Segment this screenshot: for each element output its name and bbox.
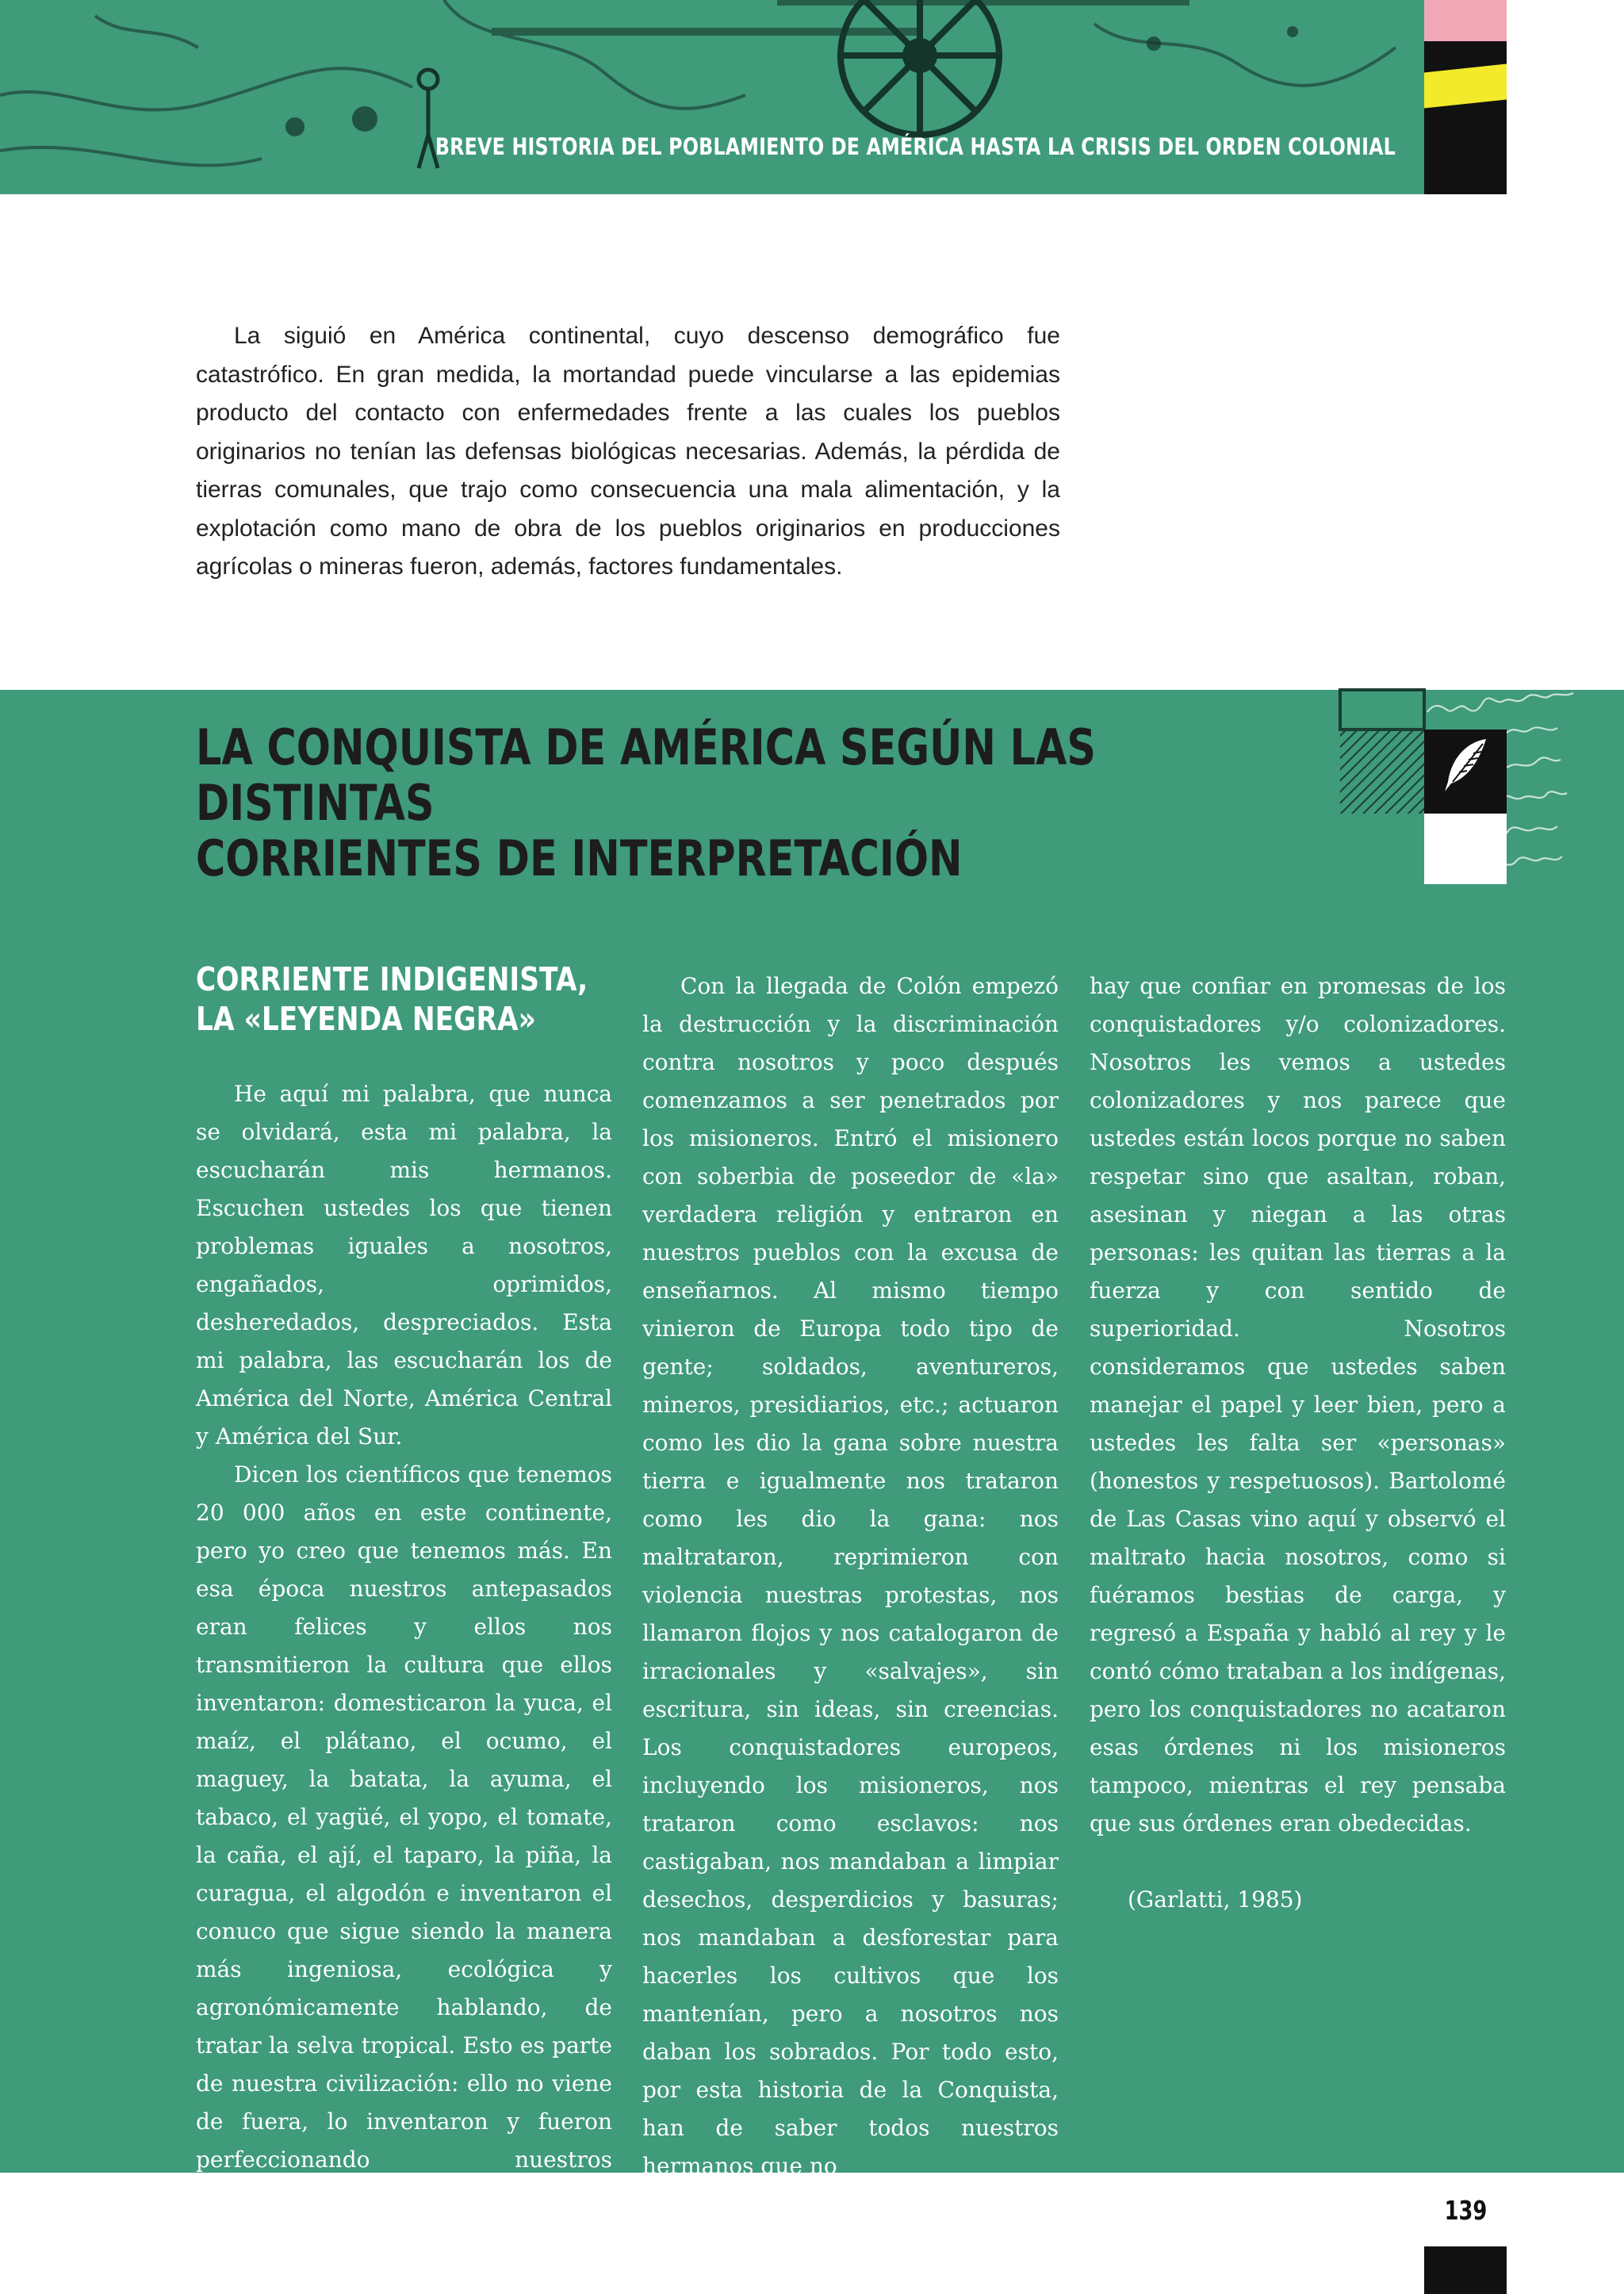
text-column-2 xyxy=(642,967,1059,2185)
section-title-line-1: LA CONQUISTA DE AMÉRICA SEGÚN LAS DISTINTAS xyxy=(196,718,1097,832)
section-title-line-2: CORRIENTES DE INTERPRETACIÓN xyxy=(196,829,963,887)
subtitle-line-1: CORRIENTE INDIGENISTA, xyxy=(196,960,588,998)
page-number-container xyxy=(1424,2195,1507,2226)
footer-tab xyxy=(1424,2246,1507,2294)
running-header-title: BREVE HISTORIA DEL POBLAMIENTO DE AMÉRICA HASTA LA CRISIS DEL ORDEN COLONIAL xyxy=(435,133,1396,160)
quote-paragraph-2: Dicen los científicos que tenemos 20 000 años en este continente, pero yo creo que tenemos más. En esa época nuestros antepasados eran felices y ellos nos transmitieron la cultura que ellos inventaron: domesticaron la yuca, el maíz, el plátano, el ocumo, el maguey, la batata, la ayuma, el tabaco, el yagüé, el yopo, el tomate, la caña, el ají, el taparo, la piña, la curagua, el algodón e inventaron el conuco que sigue siendo la manera más ingeniosa, ecológica y agronómicamente hablando, de tratar la selva tropical. Esto es parte de nuestra civilización: ello no viene de fuera, lo inventaron y fueron perfeccionando nuestros antepasados. xyxy=(196,1461,612,2211)
quote-paragraph-3: Con la llegada de Colón empezó la destrucción y la discriminación contra nosotros y poco después comenzamos a ser penetrados por los misioneros. Entró el misionero con soberbia de poseedor de «la» verdadera religión y entraron en nuestros pueblos con la excusa de enseñarnos. Al mismo tiempo vinieron de Europa todo tipo de gente; soldados, aventureros, mineros, presidiarios, etc.; actuaron como les dio la gana sobre nuestra tierra e igualmente nos trataron como les dio la gana: nos maltrataron, reprimieron con violencia nuestras protestas, nos llamaron flojos y nos catalogaron de irracionales y «salvajes», sin escritura, sin ideas, sin creencias. Los conquistadores europeos, incluyendo los misioneros, nos trataron como esclavos: nos castigaban, nos mandaban a limpiar desechos, desperdicios y basuras; nos mandaban a desforestar para hacerles los cultivos que los mantenían, pero a nosotros nos daban los sobrados. Por todo esto, por esta historia de la Conquista, han de saber todos nuestros hermanos que no xyxy=(642,973,1059,2179)
subtitle-line-2: LA «LEYENDA NEGRA» xyxy=(196,1000,536,1038)
banner-map-illustration xyxy=(0,0,1507,194)
text-column-3 xyxy=(1090,967,1506,1919)
header-color-tab xyxy=(1424,0,1507,194)
pink-stripe xyxy=(1424,0,1507,41)
citation: (Garlatti, 1985) xyxy=(1128,1886,1303,1913)
quote-paragraph-1: He aquí mi palabra, que nunca se olvidará, esta mi palabra, la escucharán mis hermanos. Escuchen ustedes los que tienen problemas iguales a nosotros, engañados, oprimidos, desheredados, despreciados. Esta mi palabra, las escucharán los de América del Norte, América Central y América del Sur. xyxy=(196,1081,612,1450)
section-title xyxy=(196,720,1106,887)
page-number: 139 xyxy=(1444,2195,1487,2226)
quote-paragraph-4: hay que confiar en promesas de los conquistadores y/o colonizadores. Nosotros les vemos a ustedes colonizadores y nos parece que ustedes están locos porque no saben respetar sino que asaltan, roban, asesinan y niegan a las otras personas: les quitan las tierras a la fuerza y con sentido de superioridad. Nosotros consideramos que ustedes saben manejar el papel y leer bien, pero a ustedes les falta ser «personas» (honestos y respetuosos). Bartolomé de Las Casas vino aquí y observó el maltrato hacia nosotros, como si fuéramos bestias de carga, y regresó a España y habló al rey y le contó cómo trataban a los indígenas, pero los conquistadores no acataron esas órdenes ni los misioneros tampoco, mientras el rey pensaba que sus órdenes eran obedecidas. xyxy=(1090,973,1506,1836)
quill-icon xyxy=(1442,737,1489,793)
yellow-stripe xyxy=(1424,64,1507,109)
header-banner xyxy=(0,0,1507,194)
intro-paragraph: La siguió en América continental, cuyo descenso demográfico fue catastrófico. En gran medida, la mortandad puede vincularse a las epidemias producto del contacto con enfermedades frente a las cuales los pueblos originarios no tenían las defensas biológicas necesarias. Además, la pérdida de tierras comunales, que trajo como consecuencia una mala alimentación, y la explotación como mano de obra de los pueblos originarios en producciones agrícolas o mineras fueron, además, factores fundamentales. xyxy=(196,323,1060,580)
section-subtitle xyxy=(196,959,609,1039)
text-column-1 xyxy=(196,959,612,2217)
